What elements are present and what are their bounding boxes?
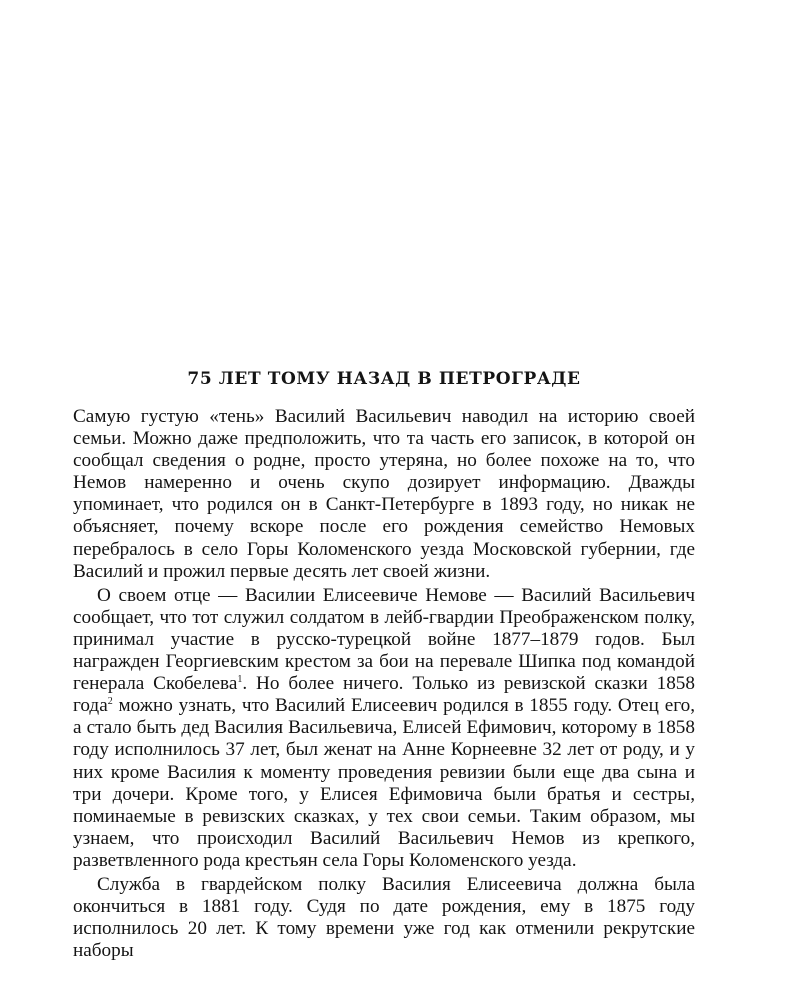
chapter-title: 75 ЛЕТ ТОМУ НАЗАД В ПЕТРОГРАДЕ [187, 369, 581, 389]
page-content [73, 368, 695, 964]
footnote-ref-2: 2 [107, 696, 113, 708]
paragraph-family-history: Самую густую «тень» Василий Васильевич наводил на историю своей семьи. Можно даже предположить, что та часть его записок, в которой он сообщал сведения о родне, просто утеряна, но более похоже на то, что Немов намеренно и очень скупо дозирует информацию. Дважды упоминает, что родился он в Санкт-Петербурге в 1893 году, но никак не объясняет, почему вскоре после его рождения семейство Немовых перебралось в село Горы Коломенского уезда Московской губернии, где Василий и прожил первые десять лет своей жизни. [73, 406, 695, 582]
paragraph-father-text-a: О своем отце — Василии Елисеевиче Немове — Василий Васильевич сообщает, что тот служил солдатом в лейб-гвардии Преображенском полку, принимал участие в русско-турецкой войне 1877–1879 годов. Был награжден Георгиевским крестом за бои на перевале Шипка под командой генерала Скобелева [73, 584, 695, 695]
paragraph-guard-service: Служба в гвардейском полку Василия Елисеевича должна была окончиться в 1881 году. Судя по дате рождения, ему в 1875 году исполнилось 20 лет. К тому времени уже год как отменили рекрутские наборы [73, 873, 695, 962]
paragraph-father-text-c: можно узнать, что Василий Елисеевич родился в 1855 году. Отец его, а стало быть дед Василия Васильевича, Елисей Ефимович, которому в 1858 году исполнилось 37 лет, был женат на Анне Корнеевне 32 лет от роду, и у них кроме Василия к моменту проведения ревизии были еще два сына и три дочери. Кроме того, у Елисея Ефимовича были братья и сестры, поминаемые в ревизских сказках, у тех свои семьи. Таким образом, мы узнаем, что происходил Василий Васильевич Немов из крепкого, разветвленного рода крестьян села Горы Коломенского уезда. [73, 695, 695, 871]
footnote-ref-1: 1 [237, 674, 243, 686]
paragraph-father-text-b: . Но более ничего. Только из ревизской сказки 1858 года [73, 673, 695, 717]
paragraph-father [73, 585, 695, 872]
